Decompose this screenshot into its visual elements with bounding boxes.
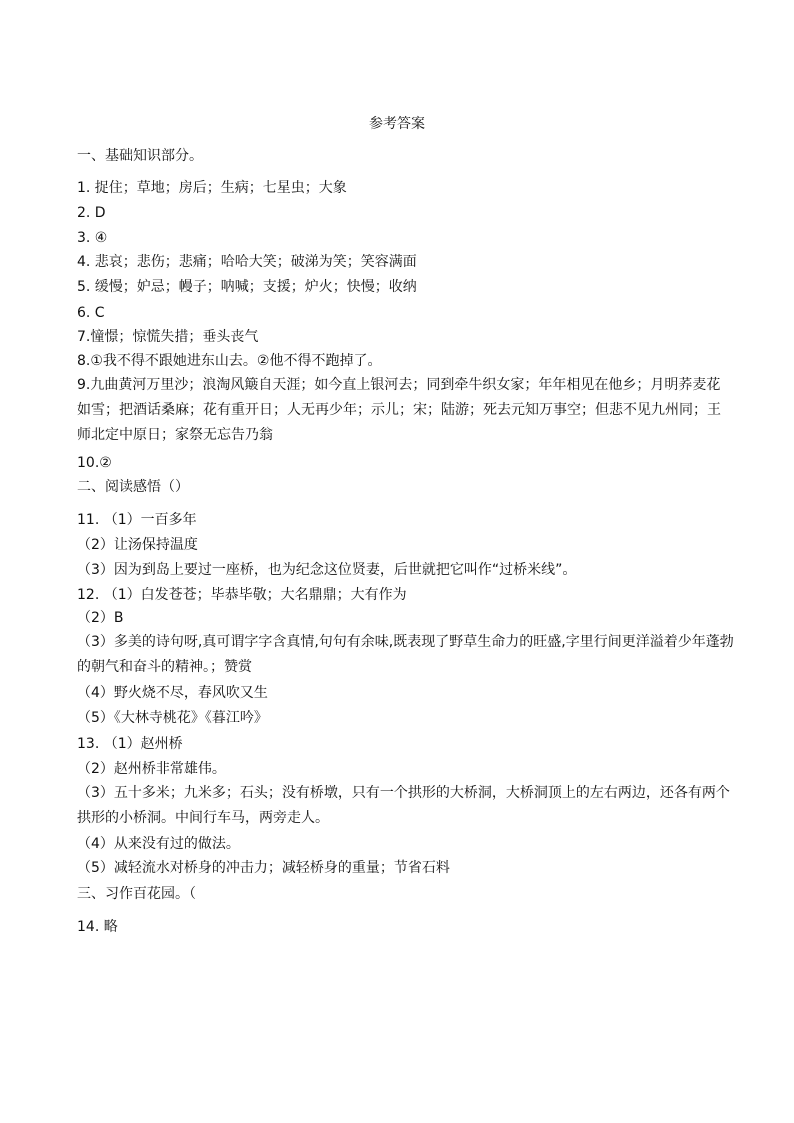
answer-q12-4: （4）野火烧不尽，春风吹又生 — [77, 685, 268, 701]
answer-q8: 8.①我不得不跟她进东山去。②他不得不跑掉了。 — [77, 353, 382, 369]
answer-q13-4: （4）从来没有过的做法。 — [77, 836, 240, 852]
answer-q4: 4. 悲哀；悲伤；悲痛；哈哈大笑；破涕为笑；笑容满面 — [77, 254, 417, 270]
answer-q14: 14. 略 — [77, 919, 118, 935]
answer-q3: 3. ④ — [77, 230, 108, 246]
answer-q12-5: （5）《大林寺桃花》《暮江吟》 — [77, 710, 268, 726]
answer-q6: 6. C — [77, 305, 105, 321]
answer-q13-5: （5）减轻流水对桥身的冲击力；减轻桥身的重量；节省石料 — [77, 860, 450, 876]
answer-q9: 9.九曲黄河万里沙；浪淘风簸自天涯；如今直上银河去；同到牵牛织女家；年年相见在他乡；月明荞麦花如雪；把酒话桑麻；花有重开日；人无再少年；示儿；宋；陆游；死去元知万事空；但悲不见九州同；王师北定中原日；家祭无忘告乃翁 — [77, 377, 721, 443]
answer-q1: 1. 捉住；草地；房后；生病；七星虫；大象 — [77, 180, 347, 196]
answer-q10: 10.② — [77, 455, 112, 471]
answer-q7: 7.憧憬；惊慌失措；垂头丧气 — [77, 329, 259, 345]
answer-q13-1: 13. （1）赵州桥 — [77, 736, 183, 752]
answer-q13-3: （3）五十多米；九米多；石头；没有桥墩，只有一个拱形的大桥洞，大桥洞顶上的左右两边，还各有两个拱形的小桥洞。中间行车马，两旁走人。 — [77, 785, 730, 826]
answer-q11-2: （2）让汤保持温度 — [77, 537, 198, 553]
answer-q12-1: 12. （1）白发苍苍；毕恭毕敬；大名鼎鼎；大有作为 — [77, 587, 407, 603]
answer-q2: 2. D — [77, 205, 106, 221]
answer-q5: 5. 缓慢；妒忌；幔子；呐喊；支援；炉火；快慢；收纳 — [77, 279, 417, 295]
answer-q11-3: （3）因为到岛上要过一座桥，也为纪念这位贤妻，后世就把它叫作“过桥米线”。 — [77, 562, 577, 578]
answer-q11-1: 11. （1）一百多年 — [77, 512, 197, 528]
answer-q12-3: （3）多美的诗句呀,真可谓字字含真情,句句有余味,既表现了野草生命力的旺盛,字里行间更洋溢着少年蓬勃的朝气和奋斗的精神。；赞赏 — [77, 634, 734, 675]
section-heading-writing: 三、习作百花园。（ — [77, 886, 196, 902]
document-title: 参考答案 — [369, 116, 425, 132]
answer-q13-2: （2）赵州桥非常雄伟。 — [77, 761, 226, 777]
answer-q12-2: （2）B — [77, 610, 124, 626]
section-heading-reading: 二、阅读感悟（） — [77, 479, 189, 495]
section-heading-basics: 一、基础知识部分。 — [77, 148, 203, 164]
